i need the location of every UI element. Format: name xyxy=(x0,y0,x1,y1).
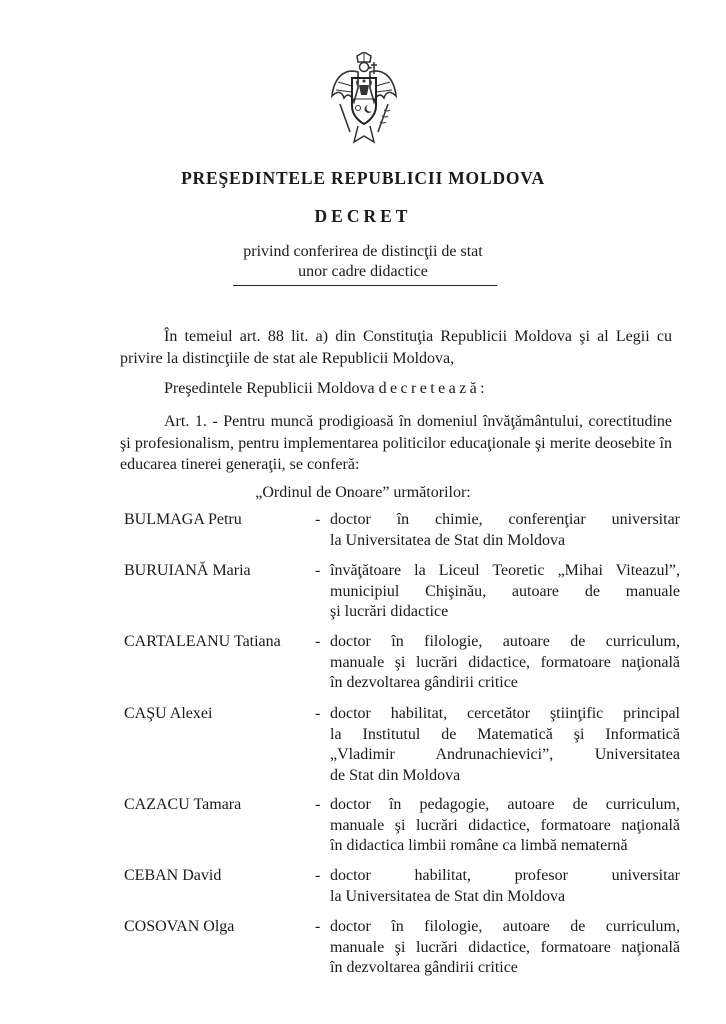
recipient-name: BURUIANĂ Maria xyxy=(124,562,251,579)
moldova-coat-of-arms-icon xyxy=(328,52,400,148)
recipient-description xyxy=(330,866,680,907)
recipient-description xyxy=(330,704,680,786)
recipient-dash: - xyxy=(315,867,321,884)
description-line: în dezvoltarea gândirii critice xyxy=(330,674,518,691)
decree-verb: decretează: xyxy=(378,380,488,397)
title-underline xyxy=(233,285,497,286)
subject-line-2: unor cadre didactice xyxy=(298,263,428,280)
document-type: DECRET xyxy=(314,206,412,226)
recipient-name: CEBAN David xyxy=(124,867,222,884)
subject-line-1: privind conferirea de distincţii de stat xyxy=(243,243,483,260)
description-line: municipiul Chişinău, autoare de manuale xyxy=(330,582,680,600)
description-line: „Vladimir Andrunachievici”, Universitatea xyxy=(330,746,680,763)
decree-formula xyxy=(120,378,672,400)
recipient-description xyxy=(330,510,680,551)
recipient-dash: - xyxy=(315,705,321,722)
description-line: doctor habilitat, cercetător ştiinţific principal xyxy=(330,705,680,722)
description-line: în didactica limbii române ca limbă nematernă xyxy=(330,837,628,854)
recipient-dash: - xyxy=(315,918,321,935)
description-line: doctor în filologie, autoare de curriculum, xyxy=(330,633,680,650)
recipient-name: CAZACU Tamara xyxy=(124,796,242,813)
description-line: manuale şi lucrări didactice, formatoare naţională xyxy=(330,653,680,671)
recipient-dash: - xyxy=(315,633,321,650)
description-line: doctor în filologie, autoare de curriculum, xyxy=(330,918,680,935)
recipient-dash: - xyxy=(315,562,321,579)
preamble-paragraph: În temeiul art. 88 lit. a) din Constituţia Republicii Moldova şi al Legii cu privire la distincţiile de stat ale Republicii Moldova, xyxy=(120,328,672,367)
decree-subject-text: Preşedintele Republicii Moldova xyxy=(164,380,379,397)
description-line: manuale şi lucrări didactice, formatoare naţională xyxy=(330,816,680,834)
article-1: Art. 1. - Pentru muncă prodigioasă în domeniul învăţământului, corectitudine şi profesionalism, pentru implementarea politicilor educaţionale şi merite deosebite în educarea tinerei generaţii, se conferă: xyxy=(120,413,672,473)
recipient-dash: - xyxy=(315,511,321,528)
recipient-description xyxy=(330,632,680,694)
recipient-description xyxy=(330,917,680,979)
recipient-name: CARTALEANU Tatiana xyxy=(124,633,281,650)
description-line: la Universitatea de Stat din Moldova xyxy=(330,531,566,549)
recipient-dash: - xyxy=(315,796,321,813)
description-line: la Universitatea de Stat din Moldova xyxy=(330,887,566,905)
recipient-name: COSOVAN Olga xyxy=(124,918,235,935)
recipient-description xyxy=(330,795,680,857)
recipient-name: BULMAGA Petru xyxy=(124,511,242,528)
order-heading: „Ordinul de Onoare” următorilor: xyxy=(255,484,471,501)
description-line: de Stat din Moldova xyxy=(330,766,461,784)
description-line: doctor habilitat, profesor universitar xyxy=(330,867,680,884)
recipient-description xyxy=(330,561,680,623)
description-line: şi lucrări didactice xyxy=(330,603,449,620)
description-line: în dezvoltarea gândirii critice xyxy=(330,959,518,976)
issuer-title: PREŞEDINTELE REPUBLICII MOLDOVA xyxy=(181,168,545,188)
description-line: doctor în chimie, conferenţiar universitar xyxy=(330,511,680,528)
description-line: învăţătoare la Liceul Teoretic „Mihai Viteazul”, xyxy=(330,562,680,579)
description-line: manuale şi lucrări didactice, formatoare naţională xyxy=(330,938,680,956)
recipient-name: CAŞU Alexei xyxy=(124,705,213,722)
description-line: la Institutul de Matematică şi Informatică xyxy=(330,725,680,743)
decree-subject xyxy=(0,242,726,282)
description-line: doctor în pedagogie, autoare de curriculum, xyxy=(330,796,680,813)
